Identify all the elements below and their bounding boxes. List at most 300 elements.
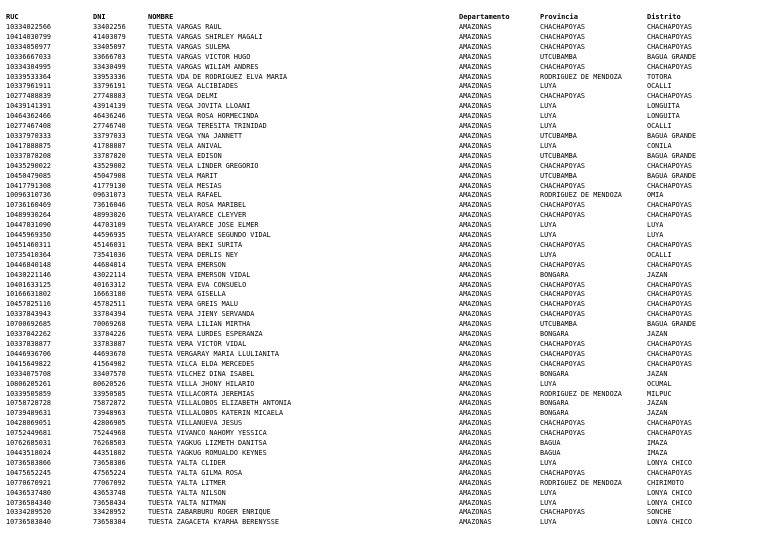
table-row bbox=[0, 261, 761, 271]
ruc-cell: 10475652245 bbox=[6, 468, 52, 477]
ruc-cell: 10451460311 bbox=[6, 240, 52, 249]
dni-cell: 33783887 bbox=[93, 340, 126, 348]
nombre-cell: TUESTA VELAYARCE SEGUNDO VIDAL bbox=[148, 231, 271, 240]
distrito-cell: CHACHAPOYAS bbox=[647, 310, 693, 319]
dni-cell: 48993026 bbox=[93, 211, 126, 220]
ruc-cell: 10450479085 bbox=[6, 171, 52, 180]
distrito-cell: LUYA bbox=[647, 221, 664, 230]
dni-cell: 33666703 bbox=[93, 52, 126, 61]
ruc-cell: 10736583866 bbox=[6, 458, 52, 467]
distrito-cell: CHACHAPOYAS bbox=[647, 42, 693, 51]
ruc-cell: 10339533364 bbox=[6, 72, 52, 81]
nombre-cell: TUESTA VERA EMERSON bbox=[148, 260, 226, 269]
table-row bbox=[0, 499, 761, 509]
dni-cell: 73658434 bbox=[93, 498, 126, 507]
dni-cell: 77067092 bbox=[93, 478, 126, 487]
table-row bbox=[0, 211, 761, 221]
provincia-cell: UTCUBAMBA bbox=[540, 131, 577, 140]
distrito-cell: TOTORA bbox=[647, 72, 672, 81]
ruc-cell: 10334022566 bbox=[6, 23, 52, 31]
departamento-cell: AMAZONAS bbox=[459, 458, 492, 467]
table-row bbox=[0, 419, 761, 429]
provincia-cell: RODRIGUEZ DE MENDOZA bbox=[540, 191, 622, 200]
provincia-cell: UTCUBAMBA bbox=[540, 151, 577, 160]
dni-cell: 33796191 bbox=[93, 82, 126, 91]
provincia-cell: CHACHAPOYAS bbox=[540, 23, 586, 31]
departamento-cell: AMAZONAS bbox=[459, 102, 492, 111]
table-row bbox=[0, 191, 761, 201]
dni-cell: 45146031 bbox=[93, 240, 126, 249]
table-row bbox=[0, 231, 761, 241]
table-row bbox=[0, 33, 761, 43]
dni-cell: 45782511 bbox=[93, 300, 126, 309]
departamento-cell: AMAZONAS bbox=[459, 42, 492, 51]
dni-cell: 33405097 bbox=[93, 42, 126, 51]
table-row bbox=[0, 489, 761, 499]
dni-cell: 27746740 bbox=[93, 122, 126, 131]
nombre-cell: TUESTA VERA JIENY SERVANDA bbox=[148, 310, 255, 319]
provincia-cell: CHACHAPOYAS bbox=[540, 468, 586, 477]
ruc-cell: 10770670921 bbox=[6, 478, 52, 487]
table-row bbox=[0, 380, 761, 390]
distrito-cell: BAGUA GRANDE bbox=[647, 151, 697, 160]
distrito-cell: CHACHAPOYAS bbox=[647, 240, 693, 249]
provincia-cell: RODRIGUEZ DE MENDOZA bbox=[540, 389, 622, 398]
header-ruc: RUC bbox=[6, 13, 19, 21]
table-row bbox=[0, 281, 761, 291]
nombre-cell: TUESTA VEGA DELMI bbox=[148, 92, 218, 101]
nombre-cell: TUESTA VILLALOBOS KATERIN MICAELA bbox=[148, 409, 284, 418]
departamento-cell: AMAZONAS bbox=[459, 270, 492, 279]
dni-cell: 09631073 bbox=[93, 191, 126, 200]
table-row bbox=[0, 82, 761, 92]
ruc-cell: 10445969350 bbox=[6, 231, 52, 240]
departamento-cell: AMAZONAS bbox=[459, 141, 492, 150]
distrito-cell: CHACHAPOYAS bbox=[647, 280, 693, 289]
provincia-cell: LUYA bbox=[540, 112, 557, 121]
dni-cell: 41788887 bbox=[93, 141, 126, 150]
nombre-cell: TUESTA VARGAS RAUL bbox=[148, 23, 222, 31]
distrito-cell: CHACHAPOYAS bbox=[647, 359, 693, 368]
ruc-cell: 10277488839 bbox=[6, 92, 52, 101]
nombre-cell: TUESTA VIVANCO NAHOMY YESSICA bbox=[148, 429, 267, 438]
departamento-cell: AMAZONAS bbox=[459, 478, 492, 487]
provincia-cell: BONGARA bbox=[540, 270, 569, 279]
distrito-cell: BAGUA GRANDE bbox=[647, 52, 697, 61]
dni-cell: 33428952 bbox=[93, 508, 126, 517]
ruc-cell: 10739489631 bbox=[6, 409, 52, 418]
table-row bbox=[0, 271, 761, 281]
departamento-cell: AMAZONAS bbox=[459, 468, 492, 477]
table-row bbox=[0, 142, 761, 152]
table-row bbox=[0, 241, 761, 251]
nombre-cell: TUESTA VELAYARCE CLEYVER bbox=[148, 211, 247, 220]
ruc-cell: 10415649822 bbox=[6, 359, 52, 368]
dni-cell: 33953336 bbox=[93, 72, 126, 81]
dni-cell: 44596935 bbox=[93, 231, 126, 240]
nombre-cell: TUESTA VELAYARCE JOSE ELMER bbox=[148, 221, 259, 230]
ruc-cell: 10337970333 bbox=[6, 131, 52, 140]
provincia-cell: CHACHAPOYAS bbox=[540, 260, 586, 269]
ruc-cell: 10401633125 bbox=[6, 280, 52, 289]
table-row bbox=[0, 172, 761, 182]
distrito-cell: LONYA CHICO bbox=[647, 518, 693, 527]
ruc-cell: 10443518024 bbox=[6, 448, 52, 457]
provincia-cell: UTCUBAMBA bbox=[540, 320, 577, 329]
nombre-cell: TUESTA VEGA JOVITA LLOANI bbox=[148, 102, 251, 111]
departamento-cell: AMAZONAS bbox=[459, 231, 492, 240]
table-row bbox=[0, 340, 761, 350]
nombre-cell: TUESTA YALTA GILMA ROSA bbox=[148, 468, 243, 477]
departamento-cell: AMAZONAS bbox=[459, 508, 492, 517]
provincia-cell: CHACHAPOYAS bbox=[540, 290, 586, 299]
nombre-cell: TUESTA VEGA ALCIBIADES bbox=[148, 82, 239, 91]
provincia-cell: LUYA bbox=[540, 122, 557, 131]
nombre-cell: TUESTA ZAGACETA KYARHA BERENYSSE bbox=[148, 518, 279, 527]
provincia-cell: CHACHAPOYAS bbox=[540, 161, 586, 170]
provincia-cell: RODRIGUEZ DE MENDOZA bbox=[540, 478, 622, 487]
table-row bbox=[0, 251, 761, 261]
departamento-cell: AMAZONAS bbox=[459, 429, 492, 438]
dni-cell: 33407570 bbox=[93, 369, 126, 378]
table-row bbox=[0, 23, 761, 33]
distrito-cell: OCALLI bbox=[647, 82, 672, 91]
dni-cell: 41403079 bbox=[93, 32, 126, 41]
table-row bbox=[0, 459, 761, 469]
nombre-cell: TUESTA VILCA ELDA MERCEDES bbox=[148, 359, 255, 368]
provincia-cell: UTCUBAMBA bbox=[540, 171, 577, 180]
departamento-cell: AMAZONAS bbox=[459, 82, 492, 91]
dni-cell: 33784226 bbox=[93, 330, 126, 339]
nombre-cell: TUESTA VERA LURDES ESPERANZA bbox=[148, 330, 263, 339]
dni-cell: 73658384 bbox=[93, 518, 126, 527]
departamento-cell: AMAZONAS bbox=[459, 300, 492, 309]
provincia-cell: LUYA bbox=[540, 102, 557, 111]
table-row bbox=[0, 162, 761, 172]
distrito-cell: CHACHAPOYAS bbox=[647, 32, 693, 41]
departamento-cell: AMAZONAS bbox=[459, 201, 492, 210]
ruc-cell: 10337878208 bbox=[6, 151, 52, 160]
nombre-cell: TUESTA VARGAS VICTOR HUGO bbox=[148, 52, 251, 61]
departamento-cell: AMAZONAS bbox=[459, 359, 492, 368]
dni-cell: 46436246 bbox=[93, 112, 126, 121]
nombre-cell: TUESTA YAGKUG LIZMETH DANITSA bbox=[148, 439, 267, 448]
table-row bbox=[0, 152, 761, 162]
nombre-cell: TUESTA VELA ROSA MARIBEL bbox=[148, 201, 247, 210]
provincia-cell: CHACHAPOYAS bbox=[540, 340, 586, 348]
provincia-cell: LUYA bbox=[540, 250, 557, 259]
ruc-cell: 10166631802 bbox=[6, 290, 52, 299]
provincia-cell: LUYA bbox=[540, 458, 557, 467]
table-row bbox=[0, 43, 761, 53]
nombre-cell: TUESTA YALTA NILSON bbox=[148, 488, 226, 497]
provincia-cell: LUYA bbox=[540, 82, 557, 91]
departamento-cell: AMAZONAS bbox=[459, 369, 492, 378]
table-row bbox=[0, 439, 761, 449]
table-row bbox=[0, 429, 761, 439]
nombre-cell: TUESTA VELA MESIAS bbox=[148, 181, 222, 190]
ruc-cell: 10414030799 bbox=[6, 32, 52, 41]
distrito-cell: MILPUC bbox=[647, 389, 672, 398]
ruc-cell: 10735410364 bbox=[6, 250, 52, 259]
provincia-cell: CHACHAPOYAS bbox=[540, 240, 586, 249]
dni-cell: 73541036 bbox=[93, 250, 126, 259]
ruc-cell: 10430221146 bbox=[6, 270, 52, 279]
header-dni: DNI bbox=[93, 13, 106, 21]
ruc-cell: 10736583840 bbox=[6, 518, 52, 527]
departamento-cell: AMAZONAS bbox=[459, 379, 492, 388]
provincia-cell: BONGARA bbox=[540, 409, 569, 418]
dni-cell: 43914139 bbox=[93, 102, 126, 111]
nombre-cell: TUESTA VERA GREIS MALU bbox=[148, 300, 239, 309]
distrito-cell: LONYA CHICO bbox=[647, 458, 693, 467]
distrito-cell: CHIRIMOTO bbox=[647, 478, 684, 487]
departamento-cell: AMAZONAS bbox=[459, 131, 492, 140]
nombre-cell: TUESTA VELA ANIVAL bbox=[148, 141, 222, 150]
dni-cell: 33402256 bbox=[93, 23, 126, 31]
ruc-cell: 10457825116 bbox=[6, 300, 52, 309]
departamento-cell: AMAZONAS bbox=[459, 112, 492, 121]
ruc-cell: 10339505859 bbox=[6, 389, 52, 398]
departamento-cell: AMAZONAS bbox=[459, 240, 492, 249]
distrito-cell: CHACHAPOYAS bbox=[647, 62, 693, 71]
ruc-cell: 10337843943 bbox=[6, 310, 52, 319]
distrito-cell: CHACHAPOYAS bbox=[647, 419, 693, 428]
ruc-cell: 10700692685 bbox=[6, 320, 52, 329]
provincia-cell: CHACHAPOYAS bbox=[540, 300, 586, 309]
nombre-cell: TUESTA VILLA JHONY HILARIO bbox=[148, 379, 255, 388]
provincia-cell: CHACHAPOYAS bbox=[540, 359, 586, 368]
departamento-cell: AMAZONAS bbox=[459, 161, 492, 170]
distrito-cell: JAZAN bbox=[647, 399, 668, 408]
table-row bbox=[0, 399, 761, 409]
dni-cell: 41564982 bbox=[93, 359, 126, 368]
header-distrito: Distrito bbox=[647, 13, 681, 21]
provincia-cell: LUYA bbox=[540, 221, 557, 230]
provincia-cell: CHACHAPOYAS bbox=[540, 201, 586, 210]
ruc-cell: 10435290022 bbox=[6, 161, 52, 170]
distrito-cell: JAZAN bbox=[647, 409, 668, 418]
dni-cell: 44684014 bbox=[93, 260, 126, 269]
dni-cell: 33787820 bbox=[93, 151, 126, 160]
dni-cell: 33950585 bbox=[93, 389, 126, 398]
dni-cell: 42806905 bbox=[93, 419, 126, 428]
distrito-cell: CHACHAPOYAS bbox=[647, 92, 693, 101]
dni-cell: 33784394 bbox=[93, 310, 126, 319]
ruc-cell: 10439141391 bbox=[6, 102, 52, 111]
header-row bbox=[0, 11, 761, 23]
departamento-cell: AMAZONAS bbox=[459, 280, 492, 289]
header-departamento: Departamento bbox=[459, 13, 510, 21]
nombre-cell: TUESTA VERA VICTOR VIDAL bbox=[148, 340, 247, 348]
departamento-cell: AMAZONAS bbox=[459, 330, 492, 339]
provincia-cell: LUYA bbox=[540, 488, 557, 497]
dni-cell: 43022114 bbox=[93, 270, 126, 279]
distrito-cell: CHACHAPOYAS bbox=[647, 290, 693, 299]
table-row bbox=[0, 102, 761, 112]
provincia-cell: RODRIGUEZ DE MENDOZA bbox=[540, 72, 622, 81]
table-row bbox=[0, 350, 761, 360]
provincia-cell: CHACHAPOYAS bbox=[540, 181, 586, 190]
dni-cell: 45047908 bbox=[93, 171, 126, 180]
provincia-cell: BONGARA bbox=[540, 399, 569, 408]
distrito-cell: BAGUA GRANDE bbox=[647, 131, 697, 140]
nombre-cell: TUESTA VELA MARIT bbox=[148, 171, 218, 180]
provincia-cell: LUYA bbox=[540, 231, 557, 240]
provincia-cell: CHACHAPOYAS bbox=[540, 42, 586, 51]
nombre-cell: TUESTA YAGKUG ROMUALDO KEYNES bbox=[148, 448, 267, 457]
distrito-cell: CHACHAPOYAS bbox=[647, 468, 693, 477]
distrito-cell: LONGUITA bbox=[647, 102, 680, 111]
table-row bbox=[0, 320, 761, 330]
nombre-cell: TUESTA VEGA TERESITA TRINIDAD bbox=[148, 122, 267, 131]
nombre-cell: TUESTA VELA RAFAEL bbox=[148, 191, 222, 200]
dni-cell: 76268503 bbox=[93, 439, 126, 448]
dni-cell: 70069268 bbox=[93, 320, 126, 329]
table-row bbox=[0, 330, 761, 340]
departamento-cell: AMAZONAS bbox=[459, 488, 492, 497]
nombre-cell: TUESTA VERA GISELLA bbox=[148, 290, 226, 299]
provincia-cell: BONGARA bbox=[540, 369, 569, 378]
departamento-cell: AMAZONAS bbox=[459, 32, 492, 41]
provincia-cell: CHACHAPOYAS bbox=[540, 310, 586, 319]
nombre-cell: TUESTA VERA BEKI SURITA bbox=[148, 240, 243, 249]
distrito-cell: LONYA CHICO bbox=[647, 488, 693, 497]
departamento-cell: AMAZONAS bbox=[459, 409, 492, 418]
departamento-cell: AMAZONAS bbox=[459, 23, 492, 31]
nombre-cell: TUESTA VDA DE RODRIGUEZ ELVA MARIA bbox=[148, 72, 288, 81]
nombre-cell: TUESTA VILLANUEVA JESUS bbox=[148, 419, 243, 428]
nombre-cell: TUESTA VERA LILIAN MIRTHA bbox=[148, 320, 251, 329]
provincia-cell: CHACHAPOYAS bbox=[540, 280, 586, 289]
departamento-cell: AMAZONAS bbox=[459, 250, 492, 259]
ruc-cell: 10752449681 bbox=[6, 429, 52, 438]
ruc-cell: 10464362466 bbox=[6, 112, 52, 121]
departamento-cell: AMAZONAS bbox=[459, 340, 492, 348]
departamento-cell: AMAZONAS bbox=[459, 310, 492, 319]
table-row bbox=[0, 53, 761, 63]
header-nombre: NOMBRE bbox=[148, 13, 174, 21]
nombre-cell: TUESTA VERA EVA CONSUELO bbox=[148, 280, 247, 289]
table-row bbox=[0, 182, 761, 192]
departamento-cell: AMAZONAS bbox=[459, 191, 492, 200]
distrito-cell: LONGUITA bbox=[647, 112, 680, 121]
dni-cell: 73948963 bbox=[93, 409, 126, 418]
ruc-cell: 10489930264 bbox=[6, 211, 52, 220]
provincia-cell: LUYA bbox=[540, 498, 557, 507]
table-row bbox=[0, 122, 761, 132]
distrito-cell: CHACHAPOYAS bbox=[647, 201, 693, 210]
dni-cell: 41779130 bbox=[93, 181, 126, 190]
departamento-cell: AMAZONAS bbox=[459, 92, 492, 101]
departamento-cell: AMAZONAS bbox=[459, 518, 492, 527]
departamento-cell: AMAZONAS bbox=[459, 211, 492, 220]
distrito-cell: LUYA bbox=[647, 231, 664, 240]
dni-cell: 73616046 bbox=[93, 201, 126, 210]
table-row bbox=[0, 112, 761, 122]
provincia-cell: CHACHAPOYAS bbox=[540, 508, 586, 517]
table-row bbox=[0, 221, 761, 231]
dni-cell: 33797033 bbox=[93, 131, 126, 140]
nombre-cell: TUESTA VERA EMERSON VIDAL bbox=[148, 270, 251, 279]
nombre-cell: TUESTA VERA DERLIS NEY bbox=[148, 250, 239, 259]
ruc-cell: 10806205261 bbox=[6, 379, 52, 388]
ruc-cell: 10736160469 bbox=[6, 201, 52, 210]
distrito-cell: OCUMAL bbox=[647, 379, 672, 388]
distrito-cell: SONCHE bbox=[647, 508, 672, 517]
departamento-cell: AMAZONAS bbox=[459, 181, 492, 190]
nombre-cell: TUESTA VARGAS SHIRLEY MAGALI bbox=[148, 32, 263, 41]
distrito-cell: IMAZA bbox=[647, 439, 668, 448]
nombre-cell: TUESTA VERGARAY MARIA LLULIANITA bbox=[148, 349, 279, 358]
ruc-cell: 10334289520 bbox=[6, 508, 52, 517]
table-row bbox=[0, 479, 761, 489]
nombre-cell: TUESTA VILCHEZ DINA ISABEL bbox=[148, 369, 255, 378]
provincia-cell: LUYA bbox=[540, 141, 557, 150]
table-row bbox=[0, 63, 761, 73]
distrito-cell: CHACHAPOYAS bbox=[647, 300, 693, 309]
dni-cell: 33430499 bbox=[93, 62, 126, 71]
provincia-cell: BAGUA bbox=[540, 448, 561, 457]
ruc-cell: 10447031090 bbox=[6, 221, 52, 230]
ruc-cell: 10736584340 bbox=[6, 498, 52, 507]
departamento-cell: AMAZONAS bbox=[459, 260, 492, 269]
distrito-cell: OMIA bbox=[647, 191, 664, 200]
table-row bbox=[0, 290, 761, 300]
nombre-cell: TUESTA ZABARBURU ROGER ENRIQUE bbox=[148, 508, 271, 517]
table-row bbox=[0, 201, 761, 211]
dni-cell: 75872872 bbox=[93, 399, 126, 408]
distrito-cell: LONYA CHICO bbox=[647, 498, 693, 507]
provincia-cell: CHACHAPOYAS bbox=[540, 62, 586, 71]
dni-cell: 43529002 bbox=[93, 161, 126, 170]
table-row bbox=[0, 300, 761, 310]
nombre-cell: TUESTA VARGAS SULEMA bbox=[148, 42, 230, 51]
dni-cell: 80620526 bbox=[93, 379, 126, 388]
distrito-cell: IMAZA bbox=[647, 448, 668, 457]
distrito-cell: CHACHAPOYAS bbox=[647, 161, 693, 170]
distrito-cell: CONILA bbox=[647, 141, 672, 150]
records-table bbox=[0, 11, 761, 528]
ruc-cell: 10336667033 bbox=[6, 52, 52, 61]
distrito-cell: OCALLI bbox=[647, 250, 672, 259]
dni-cell: 47565224 bbox=[93, 468, 126, 477]
table-row bbox=[0, 469, 761, 479]
distrito-cell: OCALLI bbox=[647, 122, 672, 131]
ruc-cell: 10417791308 bbox=[6, 181, 52, 190]
ruc-cell: 10337961911 bbox=[6, 82, 52, 91]
distrito-cell: BAGUA GRANDE bbox=[647, 320, 697, 329]
nombre-cell: TUESTA VARGAS WILIAM ANDRES bbox=[148, 62, 259, 71]
nombre-cell: TUESTA VELA EDISON bbox=[148, 151, 222, 160]
dni-cell: 73658386 bbox=[93, 458, 126, 467]
table-row bbox=[0, 449, 761, 459]
nombre-cell: TUESTA VILLALOBOS ELIZABETH ANTONIA bbox=[148, 399, 292, 408]
departamento-cell: AMAZONAS bbox=[459, 448, 492, 457]
departamento-cell: AMAZONAS bbox=[459, 389, 492, 398]
departamento-cell: AMAZONAS bbox=[459, 320, 492, 329]
nombre-cell: TUESTA YALTA LITMER bbox=[148, 478, 226, 487]
ruc-cell: 10334050977 bbox=[6, 42, 52, 51]
table-row bbox=[0, 310, 761, 320]
ruc-cell: 10436537480 bbox=[6, 488, 52, 497]
ruc-cell: 10758728728 bbox=[6, 399, 52, 408]
departamento-cell: AMAZONAS bbox=[459, 399, 492, 408]
departamento-cell: AMAZONAS bbox=[459, 419, 492, 428]
distrito-cell: JAZAN bbox=[647, 330, 668, 339]
nombre-cell: TUESTA VEGA ROSA HORMECINDA bbox=[148, 112, 259, 121]
distrito-cell: CHACHAPOYAS bbox=[647, 340, 693, 348]
